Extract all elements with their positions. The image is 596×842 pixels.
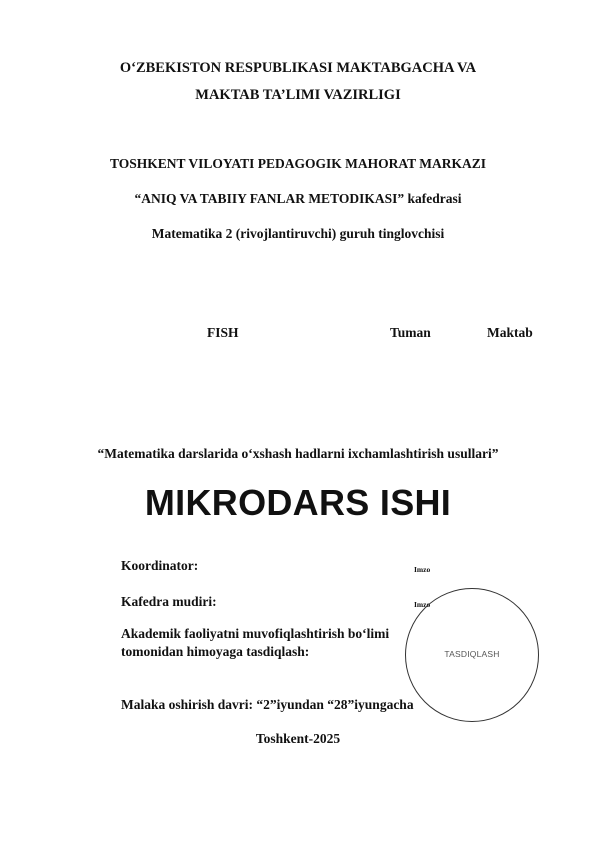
approval-line-1: Akademik faoliyatni muvofiqlashtirish bo‘limi bbox=[121, 626, 390, 641]
district-label: Tuman bbox=[390, 325, 431, 340]
head-signature-label: Imzo bbox=[414, 600, 431, 609]
center-name: TOSHKENT VILOYATI PEDAGOGIK MAHORAT MARKAZI bbox=[109, 156, 487, 171]
topic-title: “Matematika darslarida o‘xshash hadlarni ixchamlashtirish usullari” bbox=[97, 446, 499, 461]
group-name: Matematika 2 (rivojlantiruvchi) guruh tinglovchisi bbox=[151, 226, 445, 241]
coordinator-signature-label: Imzo bbox=[414, 565, 431, 574]
approval-seal bbox=[405, 588, 539, 722]
fish-label: FISH bbox=[207, 325, 239, 340]
department-name: “ANIQ VA TABIIY FANLAR METODIKASI” kafedrasi bbox=[134, 191, 462, 206]
head-label: Kafedra mudiri: bbox=[121, 594, 217, 609]
approval-line-2: tomonidan himoyaga tasdiqlash: bbox=[121, 644, 310, 659]
coordinator-label: Koordinator: bbox=[121, 558, 199, 573]
seal-text: TASDIQLASH bbox=[444, 649, 500, 659]
school-label: Maktab bbox=[487, 325, 533, 340]
place-year: Toshkent-2025 bbox=[255, 731, 341, 746]
document-title: MIKRODARS ISHI bbox=[144, 482, 452, 523]
ministry-line-2: MAKTAB TA’LIMI VAZIRLIGI bbox=[195, 87, 401, 103]
ministry-line-1: O‘ZBEKISTON RESPUBLIKASI MAKTABGACHA VA bbox=[119, 60, 477, 76]
training-period: Malaka oshirish davri: “2”iyundan “28”iyungacha bbox=[121, 697, 414, 712]
